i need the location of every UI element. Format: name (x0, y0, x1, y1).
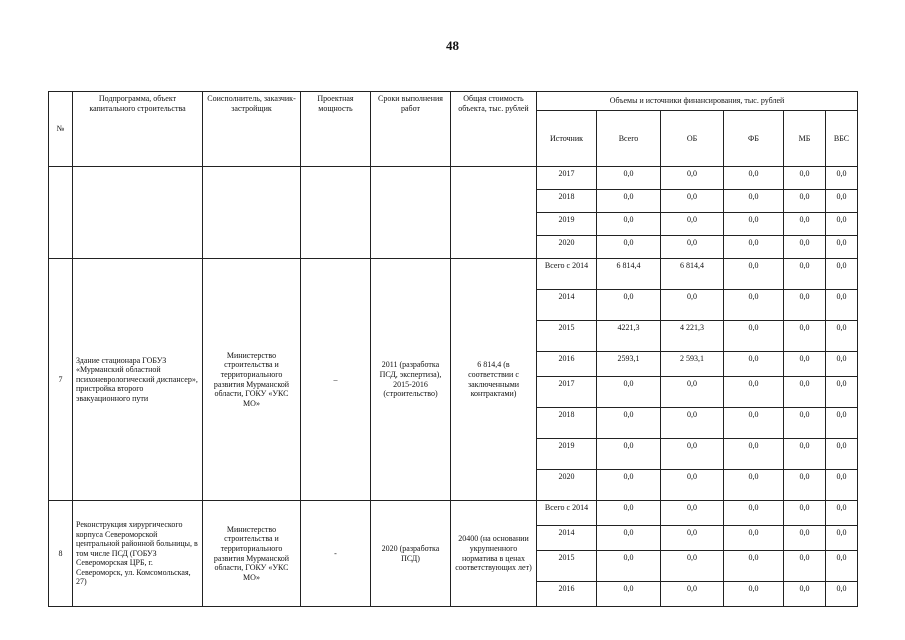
object-7-capacity: – (301, 259, 371, 501)
cell-mb: 0,0 (784, 290, 826, 321)
cell-mb: 0,0 (784, 190, 826, 213)
header-terms: Сроки выполнения работ (371, 92, 451, 167)
cell-vbs: 0,0 (826, 377, 858, 408)
cell-source: 2020 (537, 470, 597, 501)
object-8-capacity: - (301, 501, 371, 607)
cell-mb: 0,0 (784, 439, 826, 470)
cell-fb: 0,0 (724, 352, 784, 377)
object-7-name: Здание стационара ГОБУЗ «Мурманский областной психоневрологический диспансер», пристройка второго эвакуационного пути (73, 259, 203, 501)
cell-fb: 0,0 (724, 377, 784, 408)
cell-ob: 0,0 (661, 501, 724, 526)
cell-source: 2016 (537, 352, 597, 377)
cell-mb: 0,0 (784, 470, 826, 501)
cell-mb: 0,0 (784, 167, 826, 190)
cell-ob: 4 221,3 (661, 321, 724, 352)
cell-mb: 0,0 (784, 321, 826, 352)
header-source: Источник (537, 111, 597, 167)
cell-vbs: 0,0 (826, 551, 858, 582)
cell-mb: 0,0 (784, 352, 826, 377)
cell-total: 0,0 (597, 190, 661, 213)
cell-ob: 0,0 (661, 190, 724, 213)
cell-mb: 0,0 (784, 408, 826, 439)
object-7-terms: 2011 (разработка ПСД, экспертиза), 2015-2016 (строительство) (371, 259, 451, 501)
cell-num (49, 167, 73, 259)
cell-source: Всего с 2014 (537, 259, 597, 290)
cell-total: 0,0 (597, 526, 661, 551)
header-cost: Общая стоимость объекта, тыс. рублей (451, 92, 537, 167)
header-vbs: ВБС (826, 111, 858, 167)
cell-mb: 0,0 (784, 259, 826, 290)
object-7-cost: 6 814,4 (в соответствии с заключенными контрактами) (451, 259, 537, 501)
cell-source: 2014 (537, 290, 597, 321)
cell-mb: 0,0 (784, 551, 826, 582)
page-number: 48 (446, 38, 459, 53)
cell-fb: 0,0 (724, 259, 784, 290)
cell-fb: 0,0 (724, 190, 784, 213)
object-7-num: 7 (49, 259, 73, 501)
object-8-name: Реконструкция хирургического корпуса Североморской центральной районной больницы, в том числе ПСД (ГОБУЗ Североморская ЦРБ, г. Североморск, ул. Комсомольская, 27) (73, 501, 203, 607)
object-7-coexecutor: Министерство строительства и территориального развития Мурманской области, ГОКУ «УКС МО» (203, 259, 301, 501)
cell-total: 0,0 (597, 408, 661, 439)
header-subprogram: Подпрограмма, объект капитального строительства (73, 92, 203, 167)
cell-source: 2017 (537, 167, 597, 190)
cell-total: 0,0 (597, 470, 661, 501)
header-fb: ФБ (724, 111, 784, 167)
cell-ob: 6 814,4 (661, 259, 724, 290)
cell-vbs: 0,0 (826, 259, 858, 290)
cell-total: 4221,3 (597, 321, 661, 352)
cell-ob: 2 593,1 (661, 352, 724, 377)
cell-source: 2020 (537, 236, 597, 259)
cell-vbs: 0,0 (826, 190, 858, 213)
cell-coexecutor (203, 167, 301, 259)
cell-total: 0,0 (597, 551, 661, 582)
cell-source: 2019 (537, 213, 597, 236)
cell-capacity (301, 167, 371, 259)
cell-source: 2019 (537, 439, 597, 470)
financing-table (48, 91, 858, 607)
cell-ob: 0,0 (661, 470, 724, 501)
cell-fb: 0,0 (724, 501, 784, 526)
cell-name (73, 167, 203, 259)
cell-fb: 0,0 (724, 582, 784, 607)
cell-source: Всего с 2014 (537, 501, 597, 526)
object-8-coexecutor: Министерство строительства и территориального развития Мурманской области, ГОКУ «УКС МО» (203, 501, 301, 607)
cell-total: 2593,1 (597, 352, 661, 377)
cell-vbs: 0,0 (826, 290, 858, 321)
cell-vbs: 0,0 (826, 213, 858, 236)
cell-ob: 0,0 (661, 551, 724, 582)
cell-cost (451, 167, 537, 259)
cell-ob: 0,0 (661, 236, 724, 259)
cell-fb: 0,0 (724, 290, 784, 321)
cell-total: 0,0 (597, 213, 661, 236)
table-row (49, 259, 858, 290)
cell-fb: 0,0 (724, 167, 784, 190)
cell-total: 0,0 (597, 236, 661, 259)
header-ob: ОБ (661, 111, 724, 167)
cell-source: 2015 (537, 321, 597, 352)
cell-fb: 0,0 (724, 408, 784, 439)
cell-total: 0,0 (597, 439, 661, 470)
cell-total: 0,0 (597, 582, 661, 607)
cell-vbs: 0,0 (826, 439, 858, 470)
cell-terms (371, 167, 451, 259)
header-num: № (49, 92, 73, 167)
cell-total: 0,0 (597, 501, 661, 526)
header-total: Всего (597, 111, 661, 167)
cell-total: 0,0 (597, 377, 661, 408)
cell-total: 0,0 (597, 290, 661, 321)
object-8-num: 8 (49, 501, 73, 607)
cell-mb: 0,0 (784, 582, 826, 607)
cell-fb: 0,0 (724, 470, 784, 501)
cell-ob: 0,0 (661, 526, 724, 551)
cell-source: 2016 (537, 582, 597, 607)
cell-mb: 0,0 (784, 213, 826, 236)
cell-ob: 0,0 (661, 290, 724, 321)
cell-total: 0,0 (597, 167, 661, 190)
cell-mb: 0,0 (784, 501, 826, 526)
cell-source: 2014 (537, 526, 597, 551)
cell-ob: 0,0 (661, 408, 724, 439)
cell-mb: 0,0 (784, 526, 826, 551)
header-capacity: Проектная мощность (301, 92, 371, 167)
object-8-terms: 2020 (разработка ПСД) (371, 501, 451, 607)
cell-vbs: 0,0 (826, 408, 858, 439)
cell-source: 2017 (537, 377, 597, 408)
cell-ob: 0,0 (661, 167, 724, 190)
cell-fb: 0,0 (724, 551, 784, 582)
cell-mb: 0,0 (784, 236, 826, 259)
cell-total: 6 814,4 (597, 259, 661, 290)
cell-source: 2018 (537, 190, 597, 213)
cell-vbs: 0,0 (826, 501, 858, 526)
header-coexecutor: Соисполнитель, заказчик-застройщик (203, 92, 301, 167)
cell-mb: 0,0 (784, 377, 826, 408)
cell-fb: 0,0 (724, 213, 784, 236)
cell-ob: 0,0 (661, 377, 724, 408)
cell-vbs: 0,0 (826, 321, 858, 352)
table-row (49, 167, 858, 190)
table-row (49, 501, 858, 526)
cell-source: 2018 (537, 408, 597, 439)
cell-vbs: 0,0 (826, 470, 858, 501)
cell-vbs: 0,0 (826, 236, 858, 259)
cell-fb: 0,0 (724, 321, 784, 352)
cell-source: 2015 (537, 551, 597, 582)
cell-vbs: 0,0 (826, 526, 858, 551)
cell-vbs: 0,0 (826, 167, 858, 190)
cell-ob: 0,0 (661, 439, 724, 470)
object-8-cost: 20400 (на основании укрупненного норматива в ценах соответствующих лет) (451, 501, 537, 607)
cell-ob: 0,0 (661, 582, 724, 607)
cell-vbs: 0,0 (826, 582, 858, 607)
cell-fb: 0,0 (724, 439, 784, 470)
header-funding-group: Объемы и источники финансирования, тыс. рублей (537, 92, 858, 111)
header-mb: МБ (784, 111, 826, 167)
cell-fb: 0,0 (724, 236, 784, 259)
cell-vbs: 0,0 (826, 352, 858, 377)
cell-ob: 0,0 (661, 213, 724, 236)
cell-fb: 0,0 (724, 526, 784, 551)
